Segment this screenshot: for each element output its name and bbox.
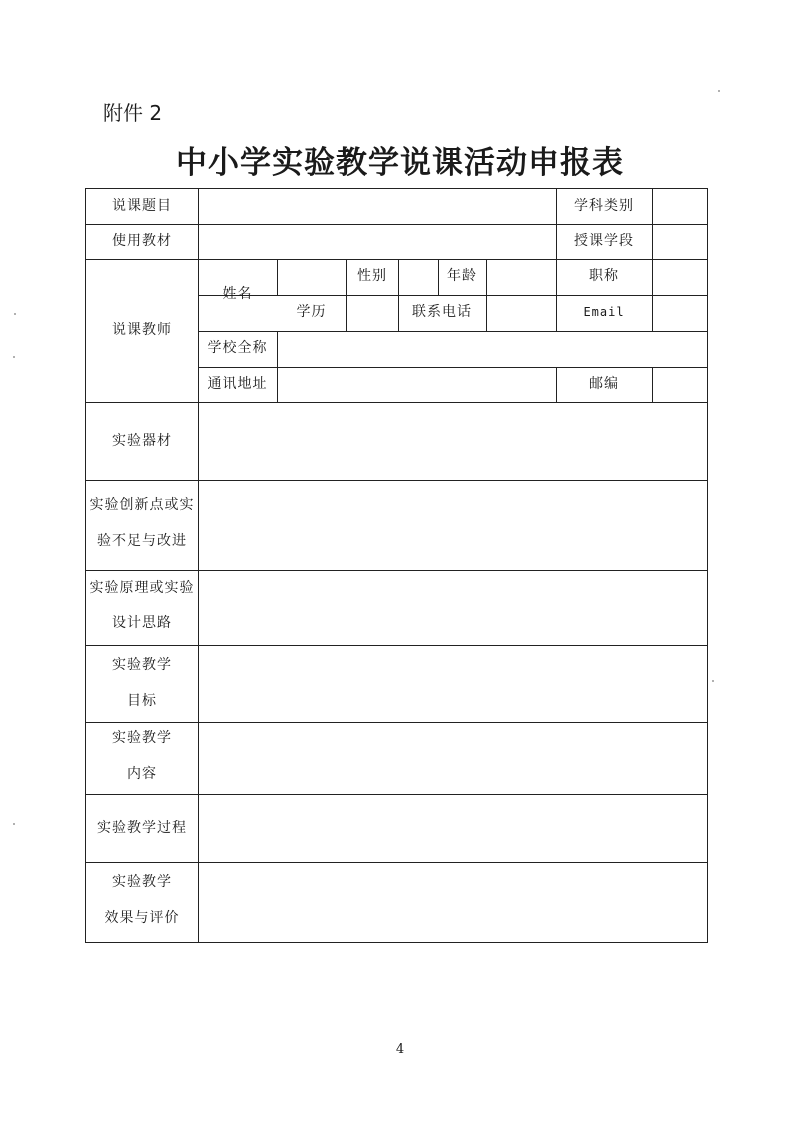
content-label-line2: 内容 [127,766,157,782]
scan-speck [712,680,714,682]
evaluation-label-line1: 实验教学 [112,874,172,890]
row-divider [86,645,707,646]
row-divider [86,480,707,481]
innovation-label-line1: 实验创新点或实 [89,497,195,513]
row-divider [86,862,707,863]
address-label: 通讯地址 [207,376,268,392]
equipment-label: 实验器材 [112,433,172,449]
name-label: 姓名 [222,286,253,302]
topic-label: 说课题目 [112,198,172,214]
application-form-table [85,188,708,943]
textbook-label: 使用教材 [112,233,172,249]
school-label: 学校全称 [207,340,268,356]
evaluation-label-line2: 效果与评价 [104,910,180,926]
goal-label-line1: 实验教学 [112,657,172,673]
job-title-label: 职称 [589,268,619,284]
process-label: 实验教学过程 [97,820,187,836]
age-label: 年龄 [447,268,477,284]
principle-label-line2: 设计思路 [112,615,172,631]
scan-speck [14,313,16,315]
email-label: Email [583,305,625,319]
col-divider [277,331,278,402]
page-number: 4 [395,1042,405,1057]
col-divider [486,259,487,331]
subject-category-label: 学科类别 [574,198,634,214]
row-divider [86,794,707,795]
postcode-label: 邮编 [589,376,619,392]
col-divider [277,259,278,295]
goal-label-line2: 目标 [127,693,157,709]
attachment-label: 附件 2 [103,101,163,125]
education-label: 学历 [296,304,327,320]
row-divider [86,402,707,403]
grade-stage-label: 授课学段 [574,233,634,249]
scan-speck [13,823,15,825]
gender-label: 性别 [357,268,387,284]
principle-label-line1: 实验原理或实验 [89,580,195,596]
scan-speck [13,356,15,358]
form-title: 中小学实验教学说课活动申报表 [176,145,624,181]
phone-label: 联系电话 [412,304,472,320]
scan-speck [718,90,720,92]
col-divider [652,367,653,402]
content-label-line1: 实验教学 [112,730,172,746]
col-divider [652,189,653,331]
innovation-label-line2: 验不足与改进 [97,533,187,549]
teacher-label: 说课教师 [112,322,172,338]
